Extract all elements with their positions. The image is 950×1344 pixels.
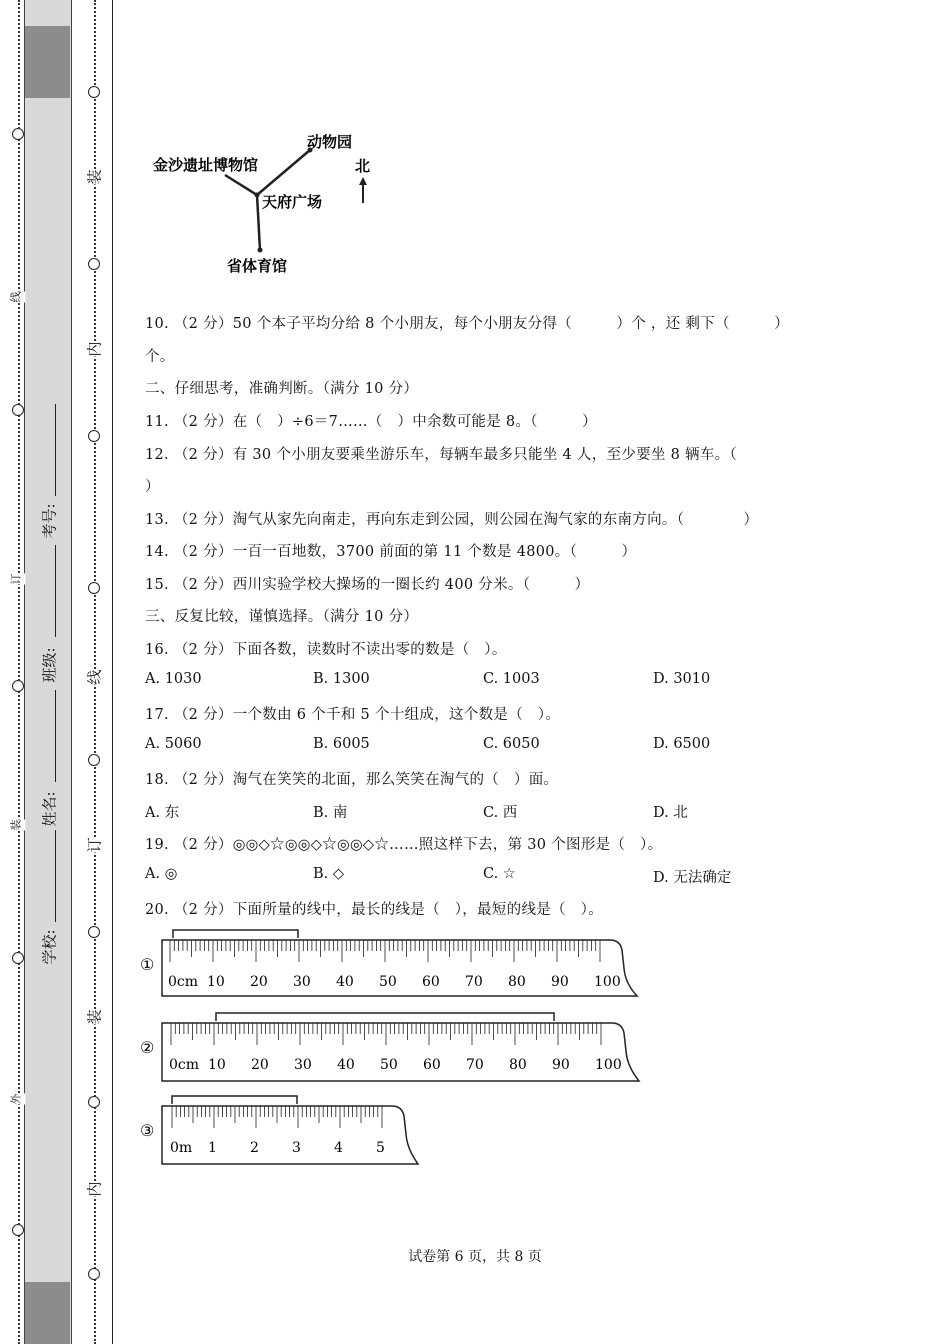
class-field[interactable] bbox=[55, 545, 56, 637]
binding-dark-block-top bbox=[25, 26, 70, 98]
question-14: 14. （2 分）一百一百地数，3700 前面的第 11 个数是 4800。（ ） bbox=[145, 544, 637, 560]
section-3-heading: 三、反复比较，谨慎选择。（满分 10 分） bbox=[145, 609, 419, 625]
ruler-label: 70 bbox=[466, 1057, 484, 1073]
binding-mark-line: 线 bbox=[85, 669, 104, 685]
ruler-label: 90 bbox=[552, 1057, 570, 1073]
q16-option-b[interactable]: B. 1300 bbox=[313, 671, 370, 687]
q16-option-c[interactable]: C. 1003 bbox=[483, 671, 540, 687]
q18-option-d[interactable]: D. 北 bbox=[653, 805, 688, 821]
q19-option-b[interactable]: B. ◇ bbox=[313, 866, 345, 882]
ruler-label: 80 bbox=[509, 1057, 527, 1073]
page-footer: 试卷第 6 页，共 8 页 bbox=[408, 1249, 542, 1265]
class-label: 班级: bbox=[40, 647, 59, 683]
ruler-2-measured-line bbox=[216, 1013, 554, 1021]
binding-margin bbox=[0, 0, 115, 1344]
binding-mark-outer: 外 bbox=[8, 1094, 26, 1105]
ruler-label: 4 bbox=[334, 1140, 343, 1156]
ruler-label: 2 bbox=[250, 1140, 259, 1156]
ruler-label: 70 bbox=[465, 974, 483, 990]
ruler-label: 60 bbox=[423, 1057, 441, 1073]
ruler-1-marker: ① bbox=[140, 955, 155, 974]
question-11: 11. （2 分）在（ ）÷6＝7……（ ）中余数可能是 8。（ ） bbox=[145, 414, 597, 430]
binding-hole-circle bbox=[88, 1268, 100, 1280]
q17-option-c[interactable]: C. 6050 bbox=[483, 736, 540, 752]
ruler-3-figure bbox=[140, 1094, 430, 1169]
question-19: 19. （2 分）◎◎◇☆◎◎◇☆◎◎◇☆……照这样下去，第 30 个图形是（ ）。 bbox=[145, 837, 663, 853]
map-road-zoo bbox=[257, 150, 310, 195]
ruler-label: 0m bbox=[170, 1140, 193, 1156]
question-12-line-1: 12. （2 分）有 30 个小朋友要乘坐游乐车，每辆车最多只能坐 4 人，至少要坐 8 辆车。（ bbox=[145, 447, 738, 463]
binding-mark-order: 订 bbox=[8, 574, 26, 585]
ruler-label: 40 bbox=[337, 1057, 355, 1073]
q19-option-c[interactable]: C. ☆ bbox=[483, 866, 516, 882]
exam-number-label: 考号: bbox=[40, 503, 59, 539]
binding-mark-inner: 内 bbox=[85, 1181, 104, 1197]
question-10-line-1: 10. （2 分）50 个本子平均分给 8 个小朋友，每个小朋友分得（ ）个 ，还 剩下（ ） bbox=[145, 316, 790, 332]
question-17: 17. （2 分）一个数由 6 个千和 5 个十组成，这个数是（ ）。 bbox=[145, 707, 561, 723]
q18-option-a[interactable]: A. 东 bbox=[145, 805, 180, 821]
q19-option-d[interactable]: D. 无法确定 bbox=[653, 870, 732, 886]
ruler-label: 5 bbox=[376, 1140, 385, 1156]
binding-mark-inner: 内 bbox=[85, 341, 104, 357]
binding-mark-order: 订 bbox=[85, 837, 104, 853]
binding-hole-circle bbox=[88, 1096, 100, 1108]
question-15: 15. （2 分）西川实验学校大操场的一圈长约 400 分米。（ ） bbox=[145, 577, 590, 593]
ruler-label: 0cm bbox=[169, 1057, 200, 1073]
binding-hole-circle bbox=[12, 952, 24, 964]
ruler-label: 3 bbox=[292, 1140, 301, 1156]
binding-mark-bind: 装 bbox=[8, 820, 26, 831]
ruler-label: 60 bbox=[422, 974, 440, 990]
q18-option-c[interactable]: C. 西 bbox=[483, 805, 518, 821]
ruler-3-marker: ③ bbox=[140, 1121, 155, 1140]
margin-border-line bbox=[112, 0, 113, 1344]
map-label-gym: 省体育馆 bbox=[227, 257, 288, 275]
binding-dark-block-bottom bbox=[25, 1282, 70, 1344]
ruler-2-svg bbox=[140, 1011, 650, 1086]
map-node-gym bbox=[258, 248, 263, 253]
question-10-line-2: 个。 bbox=[145, 349, 175, 365]
ruler-label: 90 bbox=[551, 974, 569, 990]
map-label-zoo: 动物园 bbox=[307, 133, 353, 151]
section-2-heading: 二、仔细思考，准确判断。（满分 10 分） bbox=[145, 381, 419, 397]
binding-hole-circle bbox=[12, 128, 24, 140]
q16-option-a[interactable]: A. 1030 bbox=[145, 671, 202, 687]
ruler-label: 80 bbox=[508, 974, 526, 990]
ruler-label: 100 bbox=[595, 1057, 622, 1073]
ruler-label: 10 bbox=[208, 1057, 226, 1073]
q19-option-a[interactable]: A. ◎ bbox=[145, 866, 178, 882]
question-13: 13. （2 分）淘气从家先向南走，再向东走到公园，则公园在淘气家的东南方向。（ ） bbox=[145, 512, 759, 528]
ruler-label: 50 bbox=[380, 1057, 398, 1073]
question-20: 20. （2 分）下面所量的线中，最长的线是（ ），最短的线是（ ）。 bbox=[145, 902, 604, 918]
school-label: 学校: bbox=[40, 929, 59, 965]
ruler-1-measured-line bbox=[173, 930, 298, 938]
exam-number-field[interactable] bbox=[55, 404, 56, 496]
location-map-figure bbox=[145, 125, 395, 295]
binding-hole-circle bbox=[88, 258, 100, 270]
ruler-label: 30 bbox=[294, 1057, 312, 1073]
question-18: 18. （2 分）淘气在笑笑的北面，那么笑笑在淘气的（ ）面。 bbox=[145, 772, 559, 788]
question-12-line-2: ） bbox=[145, 479, 160, 495]
ruler-1-figure bbox=[140, 928, 650, 1003]
binding-hole-circle bbox=[88, 926, 100, 938]
ruler-label: 20 bbox=[251, 1057, 269, 1073]
q16-option-d[interactable]: D. 3010 bbox=[653, 671, 711, 687]
map-label-square: 天府广场 bbox=[262, 193, 323, 211]
binding-mark-bind: 装 bbox=[85, 169, 104, 185]
binding-mark-line: 线 bbox=[8, 292, 26, 303]
q18-option-b[interactable]: B. 南 bbox=[313, 805, 348, 821]
ruler-label: 1 bbox=[208, 1140, 217, 1156]
map-road-museum bbox=[225, 175, 257, 195]
binding-hole-circle bbox=[12, 1224, 24, 1236]
map-road-gym bbox=[257, 195, 260, 250]
school-field[interactable] bbox=[55, 830, 56, 922]
ruler-label: 50 bbox=[379, 974, 397, 990]
ruler-label: 40 bbox=[336, 974, 354, 990]
ruler-label: 10 bbox=[207, 974, 225, 990]
ruler-label: 0cm bbox=[168, 974, 199, 990]
ruler-3-measured-line bbox=[172, 1096, 297, 1104]
binding-hole-circle bbox=[12, 680, 24, 692]
q17-option-a[interactable]: A. 5060 bbox=[145, 736, 202, 752]
map-label-north: 北 bbox=[355, 157, 371, 175]
ruler-2-marker: ② bbox=[140, 1038, 155, 1057]
binding-hole-circle bbox=[88, 582, 100, 594]
ruler-2-figure bbox=[140, 1011, 650, 1086]
outer-dotted-line bbox=[18, 0, 20, 1344]
binding-hole-circle bbox=[88, 754, 100, 766]
ruler-3-svg bbox=[140, 1094, 430, 1169]
q17-option-d[interactable]: D. 6500 bbox=[653, 736, 711, 752]
north-arrowhead-icon bbox=[359, 177, 367, 185]
name-field[interactable] bbox=[55, 690, 56, 782]
binding-hole-circle bbox=[88, 430, 100, 442]
binding-hole-circle bbox=[12, 404, 24, 416]
binding-mark-bind: 装 bbox=[85, 1009, 104, 1025]
name-label: 姓名: bbox=[40, 791, 59, 827]
q17-option-b[interactable]: B. 6005 bbox=[313, 736, 370, 752]
map-node-square bbox=[255, 193, 260, 198]
ruler-label: 30 bbox=[293, 974, 311, 990]
ruler-label: 20 bbox=[250, 974, 268, 990]
question-16: 16. （2 分）下面各数，读数时不读出零的数是（ ）。 bbox=[145, 642, 507, 658]
map-label-museum: 金沙遗址博物馆 bbox=[153, 156, 259, 174]
binding-hole-circle bbox=[88, 86, 100, 98]
ruler-1-svg bbox=[140, 928, 650, 1003]
ruler-label: 100 bbox=[594, 974, 621, 990]
